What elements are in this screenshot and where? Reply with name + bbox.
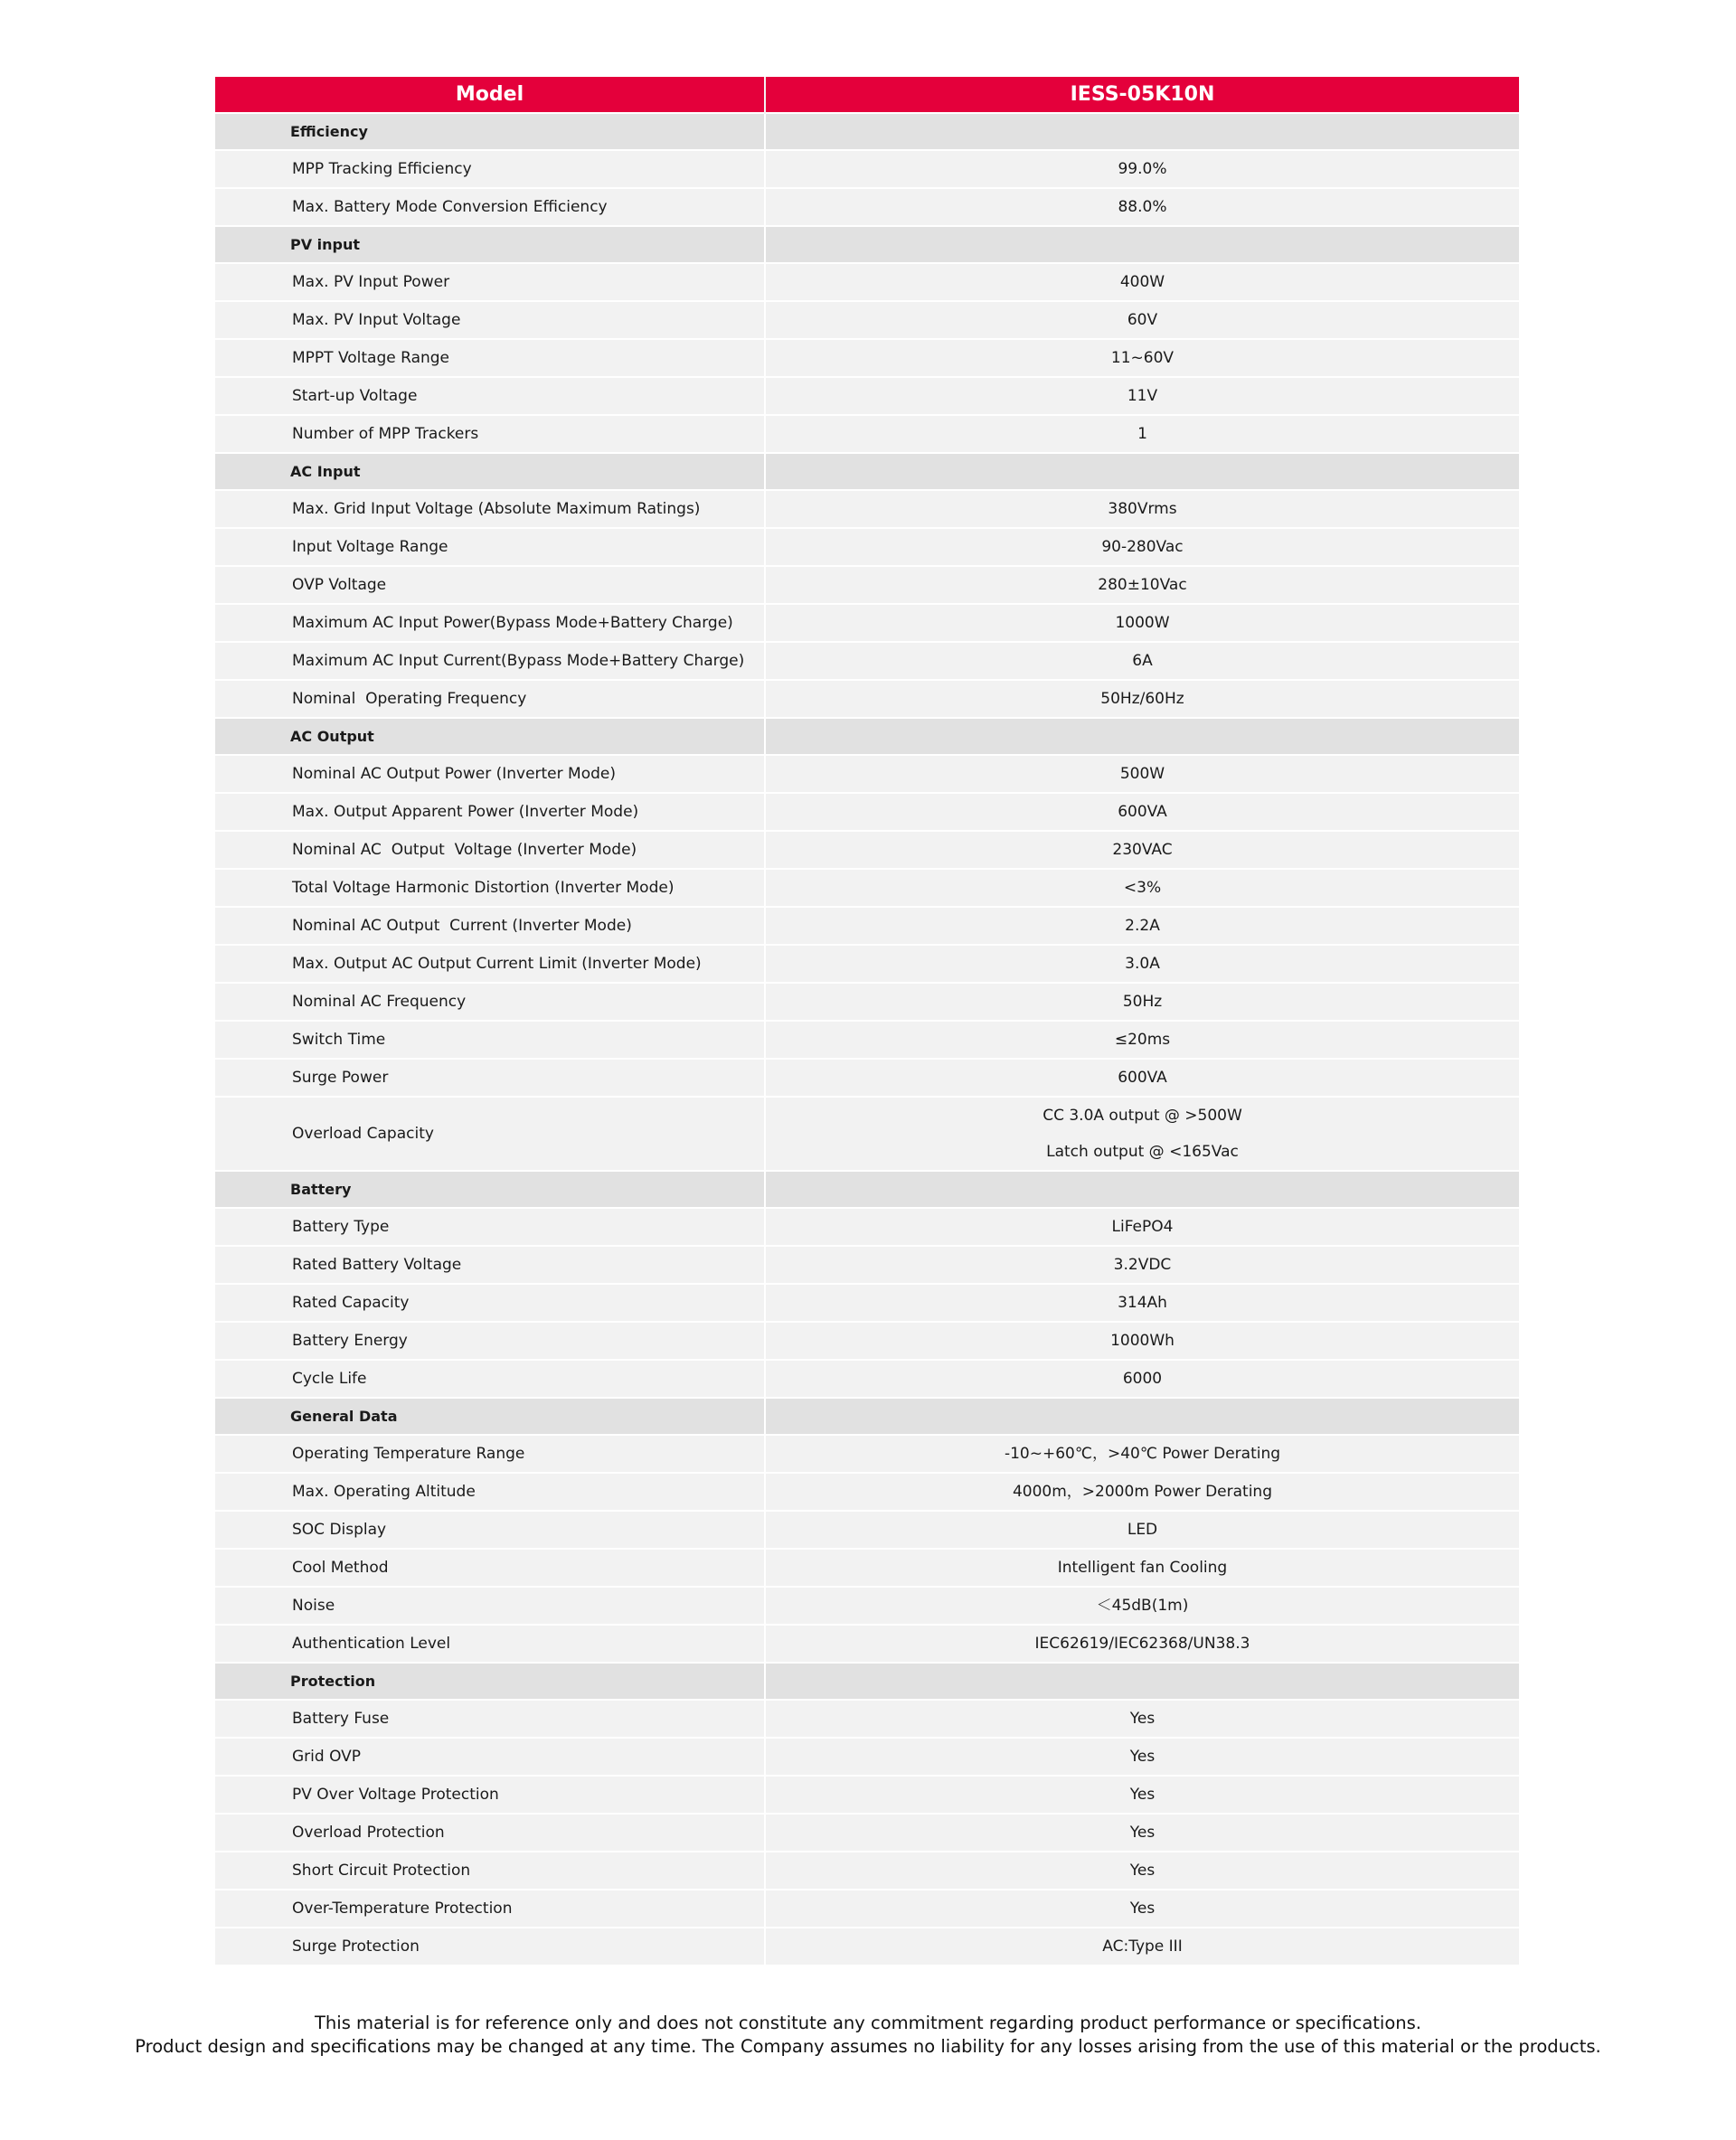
spec-row [215, 1587, 1519, 1625]
section-row [215, 1171, 1519, 1208]
spec-table-body [215, 113, 1519, 1965]
spec-value [765, 1208, 1519, 1246]
spec-value-line: Yes [1129, 1748, 1156, 1766]
spec-value-line: 600VA [1118, 803, 1167, 821]
spec-value-line: LED [1127, 1521, 1158, 1539]
spec-row [215, 188, 1519, 226]
spec-label: MPP Tracking Efficiency [215, 150, 765, 188]
spec-value [765, 1587, 1519, 1625]
spec-value [765, 490, 1519, 528]
spec-label: Surge Power [215, 1059, 765, 1097]
spec-value [765, 869, 1519, 907]
spec-row [215, 1208, 1519, 1246]
spec-label: Cycle Life [215, 1360, 765, 1398]
spec-row [215, 1246, 1519, 1284]
section-title: AC Output [215, 718, 765, 755]
spec-row [215, 831, 1519, 869]
section-row [215, 113, 1519, 150]
spec-value-line: 88.0% [1118, 198, 1167, 216]
spec-row [215, 945, 1519, 983]
spec-sheet [215, 77, 1519, 1965]
spec-row [215, 566, 1519, 604]
spec-value [765, 831, 1519, 869]
spec-label: OVP Voltage [215, 566, 765, 604]
spec-row [215, 1097, 1519, 1171]
spec-value-line: 230VAC [1112, 841, 1173, 859]
spec-value-line: 99.0% [1118, 160, 1167, 178]
spec-value-line: 6000 [1122, 1370, 1163, 1388]
section-value-empty [765, 226, 1519, 263]
spec-value-line: 11V [1127, 387, 1158, 405]
spec-row [215, 301, 1519, 339]
spec-value [765, 642, 1519, 680]
spec-value [765, 1890, 1519, 1928]
section-title: General Data [215, 1398, 765, 1435]
section-value-empty [765, 113, 1519, 150]
spec-value-line: ＜45dB(1m) [1096, 1597, 1189, 1615]
spec-row [215, 1814, 1519, 1852]
spec-value-line: 400W [1119, 273, 1165, 291]
spec-value [765, 1852, 1519, 1890]
spec-row [215, 680, 1519, 718]
spec-value-line: 60V [1127, 311, 1158, 329]
spec-row [215, 150, 1519, 188]
section-row [215, 453, 1519, 490]
spec-value-line: -10~+60℃，>40℃ Power Derating [1004, 1445, 1281, 1463]
spec-value-line: CC 3.0A output @ >500W [1043, 1107, 1242, 1125]
spec-value [765, 1776, 1519, 1814]
spec-value-line: 3.2VDC [1113, 1256, 1172, 1274]
spec-label: Battery Fuse [215, 1700, 765, 1738]
spec-value [765, 1097, 1519, 1171]
spec-label: Max. PV Input Voltage [215, 301, 765, 339]
spec-value [765, 1549, 1519, 1587]
section-title: PV input [215, 226, 765, 263]
spec-row [215, 1322, 1519, 1360]
spec-label: Max. Operating Altitude [215, 1473, 765, 1511]
section-title: Protection [215, 1663, 765, 1700]
spec-label: MPPT Voltage Range [215, 339, 765, 377]
section-value-empty [765, 1398, 1519, 1435]
spec-value [765, 1059, 1519, 1097]
spec-row [215, 1435, 1519, 1473]
spec-row [215, 1284, 1519, 1322]
spec-row [215, 1473, 1519, 1511]
spec-label: Cool Method [215, 1549, 765, 1587]
spec-value [765, 1435, 1519, 1473]
spec-label: Maximum AC Input Current(Bypass Mode+Battery Charge) [215, 642, 765, 680]
spec-label: Rated Battery Voltage [215, 1246, 765, 1284]
spec-label: Over-Temperature Protection [215, 1890, 765, 1928]
spec-value [765, 1284, 1519, 1322]
spec-label: Max. Grid Input Voltage (Absolute Maximum Ratings) [215, 490, 765, 528]
spec-row [215, 1738, 1519, 1776]
spec-row [215, 793, 1519, 831]
spec-row [215, 604, 1519, 642]
spec-label: Max. Output AC Output Current Limit (Inverter Mode) [215, 945, 765, 983]
spec-row [215, 490, 1519, 528]
spec-value-line: 600VA [1118, 1069, 1167, 1087]
spec-value-line: 4000m，>2000m Power Derating [1012, 1483, 1272, 1501]
spec-label: Short Circuit Protection [215, 1852, 765, 1890]
spec-value [765, 339, 1519, 377]
section-row [215, 1663, 1519, 1700]
spec-row [215, 1549, 1519, 1587]
spec-value-line: ≤20ms [1114, 1031, 1171, 1049]
spec-value-line: IEC62619/IEC62368/UN38.3 [1034, 1635, 1250, 1653]
spec-label: Operating Temperature Range [215, 1435, 765, 1473]
spec-value [765, 1700, 1519, 1738]
spec-value [765, 1738, 1519, 1776]
spec-row [215, 415, 1519, 453]
spec-value-line: 1000Wh [1110, 1332, 1175, 1350]
spec-row [215, 1776, 1519, 1814]
spec-value [765, 415, 1519, 453]
spec-value-line: 314Ah [1118, 1294, 1167, 1312]
spec-value-line: <3% [1123, 879, 1162, 897]
spec-label: Nominal AC Output Current (Inverter Mode) [215, 907, 765, 945]
spec-value [765, 188, 1519, 226]
spec-label: Nominal Operating Frequency [215, 680, 765, 718]
spec-row [215, 1625, 1519, 1663]
spec-label: Rated Capacity [215, 1284, 765, 1322]
disclaimer-line-1: This material is for reference only and does not constitute any commitment regarding product performance or specifications. [315, 2013, 1421, 2033]
spec-label: Nominal AC Output Power (Inverter Mode) [215, 755, 765, 793]
spec-row [215, 263, 1519, 301]
spec-row [215, 907, 1519, 945]
spec-row [215, 1059, 1519, 1097]
spec-value [765, 680, 1519, 718]
spec-value [765, 1360, 1519, 1398]
spec-value [765, 1021, 1519, 1059]
table-header-row [215, 77, 1519, 113]
spec-row [215, 377, 1519, 415]
spec-table [215, 77, 1519, 1965]
spec-value-line: Yes [1129, 1786, 1156, 1804]
spec-label: Number of MPP Trackers [215, 415, 765, 453]
spec-row [215, 1852, 1519, 1890]
spec-value-line: Yes [1129, 1900, 1156, 1918]
spec-value-line: 3.0A [1125, 955, 1160, 973]
spec-row [215, 1700, 1519, 1738]
section-title: Efficiency [215, 113, 765, 150]
spec-label: SOC Display [215, 1511, 765, 1549]
spec-value [765, 604, 1519, 642]
spec-value-line: Intelligent fan Cooling [1057, 1559, 1228, 1577]
spec-row [215, 983, 1519, 1021]
spec-value-line: 50Hz/60Hz [1100, 690, 1184, 708]
spec-label: Start-up Voltage [215, 377, 765, 415]
spec-label: Overload Protection [215, 1814, 765, 1852]
spec-label: Maximum AC Input Power(Bypass Mode+Battery Charge) [215, 604, 765, 642]
section-value-empty [765, 1171, 1519, 1208]
spec-value [765, 377, 1519, 415]
spec-row [215, 1360, 1519, 1398]
spec-label: Noise [215, 1587, 765, 1625]
spec-value [765, 945, 1519, 983]
spec-value [765, 1511, 1519, 1549]
spec-value [765, 528, 1519, 566]
spec-row [215, 339, 1519, 377]
spec-label: Overload Capacity [215, 1097, 765, 1171]
spec-row [215, 869, 1519, 907]
spec-value [765, 1473, 1519, 1511]
spec-value-line: Yes [1129, 1862, 1156, 1880]
spec-value [765, 1246, 1519, 1284]
spec-value-line: 90-280Vac [1101, 538, 1184, 556]
spec-value [765, 755, 1519, 793]
spec-value [765, 150, 1519, 188]
spec-label: Nominal AC Frequency [215, 983, 765, 1021]
spec-label: Surge Protection [215, 1928, 765, 1965]
spec-row [215, 1511, 1519, 1549]
spec-value [765, 301, 1519, 339]
spec-value-line: Yes [1129, 1710, 1156, 1728]
spec-value-line: 380Vrms [1108, 500, 1177, 518]
spec-label: Input Voltage Range [215, 528, 765, 566]
spec-value-line: 1 [1137, 425, 1147, 443]
spec-value-line: 280±10Vac [1098, 576, 1187, 594]
spec-value [765, 793, 1519, 831]
spec-value [765, 983, 1519, 1021]
section-title: Battery [215, 1171, 765, 1208]
spec-value [765, 907, 1519, 945]
spec-row [215, 1928, 1519, 1965]
spec-value [765, 263, 1519, 301]
section-row [215, 1398, 1519, 1435]
spec-value-line: 1000W [1115, 614, 1170, 632]
spec-value-line: 6A [1132, 652, 1153, 670]
spec-row [215, 755, 1519, 793]
spec-label: Max. Output Apparent Power (Inverter Mode) [215, 793, 765, 831]
spec-value [765, 1625, 1519, 1663]
spec-label: Battery Type [215, 1208, 765, 1246]
spec-row [215, 642, 1519, 680]
spec-label: Max. PV Input Power [215, 263, 765, 301]
spec-value-line: 50Hz [1122, 993, 1163, 1011]
disclaimer [0, 2012, 1736, 2059]
spec-value-line: 11~60V [1110, 349, 1175, 367]
spec-value-line: AC:Type III [1102, 1937, 1183, 1956]
spec-value [765, 1814, 1519, 1852]
section-row [215, 226, 1519, 263]
spec-label: Max. Battery Mode Conversion Efficiency [215, 188, 765, 226]
spec-value [765, 1322, 1519, 1360]
spec-label: Switch Time [215, 1021, 765, 1059]
spec-value-line: 500W [1119, 765, 1165, 783]
spec-label: Authentication Level [215, 1625, 765, 1663]
spec-value-line: LiFePO4 [1111, 1218, 1174, 1236]
spec-row [215, 1021, 1519, 1059]
spec-row [215, 1890, 1519, 1928]
spec-value-line: 2.2A [1125, 917, 1160, 935]
section-title: AC Input [215, 453, 765, 490]
section-value-empty [765, 1663, 1519, 1700]
spec-label: Battery Energy [215, 1322, 765, 1360]
spec-label: PV Over Voltage Protection [215, 1776, 765, 1814]
spec-label: Grid OVP [215, 1738, 765, 1776]
disclaimer-line-2: Product design and specifications may be changed at any time. The Company assumes no liability for any losses arising from the use of this material or the products. [135, 2036, 1601, 2057]
spec-value [765, 1928, 1519, 1965]
spec-row [215, 528, 1519, 566]
spec-label: Total Voltage Harmonic Distortion (Inverter Mode) [215, 869, 765, 907]
section-row [215, 718, 1519, 755]
section-value-empty [765, 718, 1519, 755]
spec-value-line: Yes [1129, 1824, 1156, 1842]
model-header-label: Model [215, 77, 765, 113]
spec-value-line: Latch output @ <165Vac [1046, 1143, 1239, 1161]
spec-label: Nominal AC Output Voltage (Inverter Mode) [215, 831, 765, 869]
spec-value [765, 566, 1519, 604]
model-header-value: IESS-05K10N [765, 77, 1519, 113]
section-value-empty [765, 453, 1519, 490]
